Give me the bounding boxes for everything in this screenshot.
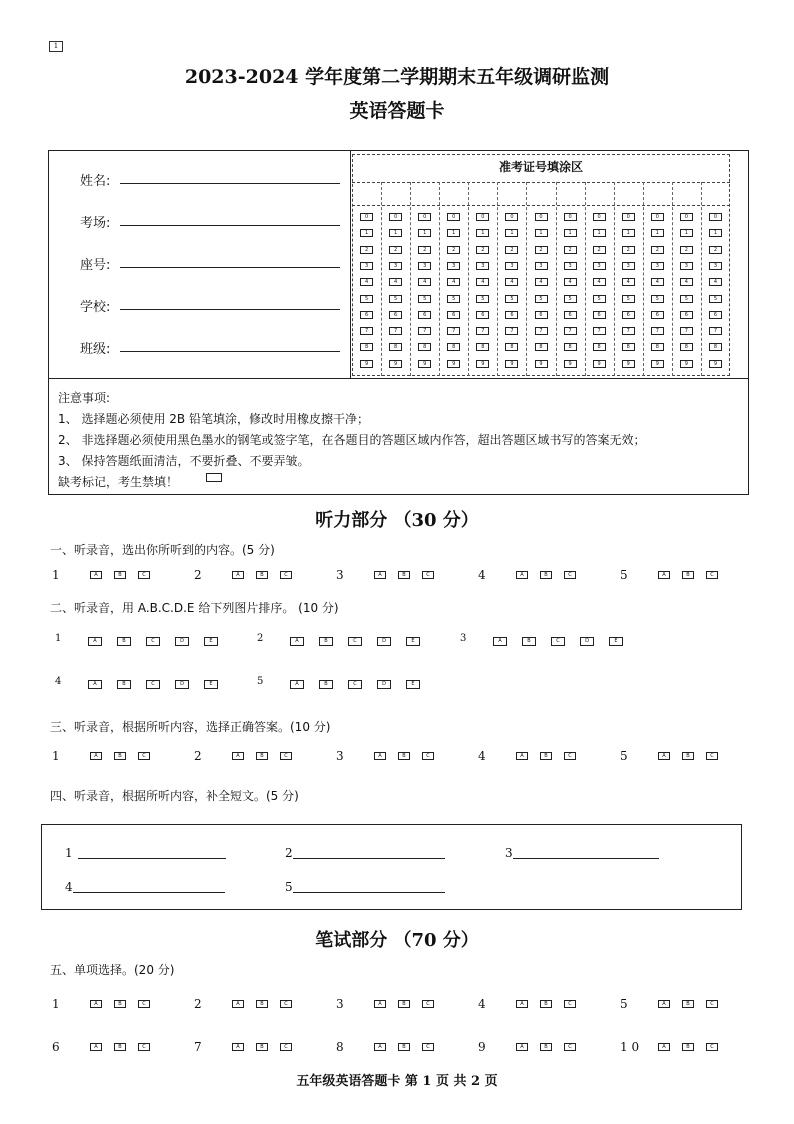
digit-bubble[interactable]: 0 (564, 213, 577, 221)
answer-option[interactable]: A (88, 680, 102, 689)
digit-bubble[interactable]: 7 (651, 327, 664, 335)
digit-bubble[interactable]: 1 (418, 229, 431, 237)
digit-bubble[interactable]: 2 (418, 246, 431, 254)
question-number: 2 (257, 633, 264, 644)
zone-column-divider (585, 182, 587, 376)
answer-option[interactable]: D (175, 637, 189, 646)
digit-bubble[interactable]: 5 (564, 295, 577, 303)
field-label: 班级: (80, 342, 111, 357)
digit-bubble[interactable]: 5 (680, 295, 693, 303)
answer-option[interactable]: B (540, 571, 552, 579)
digit-bubble[interactable]: 2 (535, 246, 548, 254)
question-number: 5 (620, 997, 628, 1011)
answer-option[interactable]: B (256, 752, 268, 760)
answer-option[interactable]: A (658, 571, 670, 579)
digit-bubble[interactable]: 4 (476, 278, 489, 286)
answer-option[interactable]: C (706, 1000, 718, 1008)
digit-bubble[interactable]: 2 (680, 246, 693, 254)
answer-blank-line[interactable] (78, 858, 226, 859)
answer-option[interactable]: C (706, 1043, 718, 1051)
answer-option[interactable]: B (117, 637, 131, 646)
digit-bubble[interactable]: 4 (709, 278, 722, 286)
answer-option[interactable]: B (682, 1000, 694, 1008)
answer-option[interactable]: A (516, 1000, 528, 1008)
page-footer: 五年级英语答题卡 第 1 页 共 2 页 (296, 1074, 498, 1089)
digit-bubble[interactable]: 7 (418, 327, 431, 335)
digit-bubble[interactable]: 6 (389, 311, 402, 319)
digit-bubble[interactable]: 0 (418, 213, 431, 221)
answer-option[interactable]: D (377, 680, 391, 689)
digit-bubble[interactable]: 8 (389, 343, 402, 351)
question-number: 4 (478, 568, 486, 582)
question-number: 1 0 (620, 1040, 640, 1054)
digit-bubble[interactable]: 0 (360, 213, 373, 221)
digit-bubble[interactable]: 1 (680, 229, 693, 237)
blank-number: 1 (65, 846, 73, 860)
digit-bubble[interactable]: 6 (593, 311, 606, 319)
field-line[interactable] (120, 183, 340, 184)
digit-bubble[interactable]: 9 (476, 360, 489, 368)
digit-bubble[interactable]: 3 (535, 262, 548, 270)
note-item: 3、 保持答题纸面清洁，不要折叠、不要弄皱。 (58, 454, 310, 468)
digit-bubble[interactable]: 8 (564, 343, 577, 351)
digit-bubble[interactable]: 7 (622, 327, 635, 335)
digit-bubble[interactable]: 8 (622, 343, 635, 351)
digit-bubble[interactable]: 6 (418, 311, 431, 319)
answer-option[interactable]: C (551, 637, 565, 646)
digit-bubble[interactable]: 9 (564, 360, 577, 368)
answer-option[interactable]: B (682, 752, 694, 760)
digit-bubble[interactable]: 5 (418, 295, 431, 303)
answer-option[interactable]: E (204, 637, 218, 646)
question-number: 2 (194, 749, 202, 763)
writing-section-title: 笔试部分 （70 分） (315, 930, 479, 951)
question-number: 9 (478, 1040, 486, 1054)
digit-bubble[interactable]: 2 (447, 246, 460, 254)
listening-section-title: 听力部分 （30 分） (315, 510, 479, 531)
digit-bubble[interactable]: 8 (651, 343, 664, 351)
digit-bubble[interactable]: 9 (447, 360, 460, 368)
answer-option[interactable]: A (232, 1043, 244, 1051)
answer-option[interactable]: A (516, 1043, 528, 1051)
answer-option[interactable]: C (706, 571, 718, 579)
answer-option[interactable]: B (256, 1043, 268, 1051)
answer-option[interactable]: C (280, 571, 292, 579)
answer-option[interactable]: A (290, 680, 304, 689)
digit-bubble[interactable]: 0 (447, 213, 460, 221)
blank-number: 2 (285, 846, 293, 860)
answer-option[interactable]: A (232, 571, 244, 579)
answer-blank-line[interactable] (293, 858, 445, 859)
answer-option[interactable]: A (90, 571, 102, 579)
digit-bubble[interactable]: 4 (360, 278, 373, 286)
digit-bubble[interactable]: 3 (564, 262, 577, 270)
question-number: 4 (55, 676, 62, 687)
answer-option[interactable]: A (90, 752, 102, 760)
digit-bubble[interactable]: 1 (505, 229, 518, 237)
answer-option[interactable]: C (348, 680, 362, 689)
digit-bubble[interactable]: 4 (593, 278, 606, 286)
answer-option[interactable]: B (540, 1000, 552, 1008)
digit-bubble[interactable]: 6 (680, 311, 693, 319)
digit-bubble[interactable]: 6 (709, 311, 722, 319)
part2-heading: 二、听录音，用 A.B.C.D.E 给下列图片排序。 (10 分) (50, 601, 339, 615)
digit-bubble[interactable]: 9 (418, 360, 431, 368)
answer-option[interactable]: A (374, 752, 386, 760)
zone-column-divider (643, 182, 645, 376)
digit-bubble[interactable]: 7 (535, 327, 548, 335)
answer-option[interactable]: B (319, 637, 333, 646)
digit-bubble[interactable]: 1 (447, 229, 460, 237)
digit-bubble[interactable]: 4 (622, 278, 635, 286)
field-label: 座号: (80, 258, 111, 273)
field-line[interactable] (120, 225, 340, 226)
digit-bubble[interactable]: 9 (680, 360, 693, 368)
answer-option[interactable]: B (540, 752, 552, 760)
answer-option[interactable]: A (88, 637, 102, 646)
answer-option[interactable]: B (114, 1000, 126, 1008)
digit-bubble[interactable]: 2 (389, 246, 402, 254)
digit-bubble[interactable]: 9 (622, 360, 635, 368)
digit-bubble[interactable]: 9 (360, 360, 373, 368)
answer-option[interactable]: A (658, 1043, 670, 1051)
digit-bubble[interactable]: 7 (476, 327, 489, 335)
answer-option[interactable]: C (706, 752, 718, 760)
digit-bubble[interactable]: 0 (680, 213, 693, 221)
answer-option[interactable]: A (374, 1043, 386, 1051)
zone-column-divider (672, 182, 674, 376)
digit-bubble[interactable]: 2 (593, 246, 606, 254)
answer-option[interactable]: C (280, 752, 292, 760)
digit-bubble[interactable]: 0 (622, 213, 635, 221)
digit-bubble[interactable]: 8 (447, 343, 460, 351)
digit-bubble[interactable]: 5 (505, 295, 518, 303)
digit-bubble[interactable]: 6 (476, 311, 489, 319)
digit-bubble[interactable]: 4 (505, 278, 518, 286)
digit-bubble[interactable]: 3 (651, 262, 664, 270)
digit-bubble[interactable]: 5 (622, 295, 635, 303)
digit-bubble[interactable]: 5 (709, 295, 722, 303)
zone-column-divider (526, 182, 528, 376)
digit-bubble[interactable]: 8 (535, 343, 548, 351)
digit-bubble[interactable]: 2 (505, 246, 518, 254)
note-item: 2、 非选择题必须使用黑色墨水的钢笔或签字笔，在各题目的答题区域内作答，超出答题区域书写的答案无效； (58, 433, 646, 447)
fill-in-box (41, 824, 742, 910)
digit-bubble[interactable]: 8 (418, 343, 431, 351)
answer-option[interactable]: C (564, 752, 576, 760)
question-number: 5 (620, 568, 628, 582)
answer-option[interactable]: B (114, 752, 126, 760)
answer-blank-line[interactable] (293, 892, 445, 893)
digit-bubble[interactable]: 1 (622, 229, 635, 237)
digit-bubble[interactable]: 8 (680, 343, 693, 351)
answer-option[interactable]: B (114, 571, 126, 579)
question-number: 5 (257, 676, 264, 687)
digit-bubble[interactable]: 0 (593, 213, 606, 221)
question-number: 1 (55, 633, 62, 644)
part4-heading: 四、听录音，根据所听内容，补全短文。(5 分) (50, 789, 299, 803)
answer-option[interactable]: C (138, 752, 150, 760)
answer-option[interactable]: B (117, 680, 131, 689)
zone-column-divider (614, 182, 616, 376)
digit-bubble[interactable]: 7 (389, 327, 402, 335)
answer-option[interactable]: D (580, 637, 594, 646)
digit-bubble[interactable]: 9 (593, 360, 606, 368)
question-number: 3 (336, 568, 344, 582)
question-number: 6 (52, 1040, 60, 1054)
digit-bubble[interactable]: 0 (476, 213, 489, 221)
blank-number: 3 (505, 846, 513, 860)
field-line[interactable] (120, 309, 340, 310)
digit-bubble[interactable]: 8 (709, 343, 722, 351)
digit-bubble[interactable]: 9 (389, 360, 402, 368)
digit-bubble[interactable]: 1 (389, 229, 402, 237)
digit-bubble[interactable]: 3 (593, 262, 606, 270)
answer-option[interactable]: B (540, 1043, 552, 1051)
answer-option[interactable]: B (114, 1043, 126, 1051)
answer-option[interactable]: C (564, 1000, 576, 1008)
digit-bubble[interactable]: 7 (447, 327, 460, 335)
zone-column-divider (381, 182, 383, 376)
digit-bubble[interactable]: 3 (476, 262, 489, 270)
digit-bubble[interactable]: 1 (535, 229, 548, 237)
digit-bubble[interactable]: 2 (360, 246, 373, 254)
zone-column-divider (701, 182, 703, 376)
digit-bubble[interactable]: 0 (651, 213, 664, 221)
digit-bubble[interactable]: 9 (535, 360, 548, 368)
field-label: 考场: (80, 216, 111, 231)
answer-option[interactable]: B (682, 571, 694, 579)
digit-bubble[interactable]: 9 (651, 360, 664, 368)
blank-number: 5 (285, 880, 293, 894)
answer-option[interactable]: A (232, 1000, 244, 1008)
field-line[interactable] (120, 267, 340, 268)
answer-option[interactable]: C (564, 571, 576, 579)
question-number: 4 (478, 749, 486, 763)
digit-bubble[interactable]: 7 (564, 327, 577, 335)
answer-option[interactable]: A (658, 1000, 670, 1008)
digit-bubble[interactable]: 4 (564, 278, 577, 286)
digit-bubble[interactable]: 4 (389, 278, 402, 286)
page-corner-mark: 1 (49, 41, 63, 52)
digit-bubble[interactable]: 5 (447, 295, 460, 303)
answer-blank-line[interactable] (513, 858, 659, 859)
digit-bubble[interactable]: 1 (709, 229, 722, 237)
digit-bubble[interactable]: 8 (360, 343, 373, 351)
digit-bubble[interactable]: 7 (505, 327, 518, 335)
absent-mark-box[interactable] (206, 473, 222, 482)
answer-option[interactable]: D (175, 680, 189, 689)
digit-bubble[interactable]: 5 (360, 295, 373, 303)
question-number: 1 (52, 749, 60, 763)
question-number: 5 (620, 749, 628, 763)
digit-bubble[interactable]: 7 (709, 327, 722, 335)
question-number: 1 (52, 997, 60, 1011)
question-number: 3 (336, 997, 344, 1011)
note-item: 1、 选择题必须使用 2B 铅笔填涂，修改时用橡皮擦干净； (58, 412, 369, 426)
digit-bubble[interactable]: 3 (622, 262, 635, 270)
digit-bubble[interactable]: 2 (709, 246, 722, 254)
answer-option[interactable]: C (146, 680, 160, 689)
field-label: 学校: (80, 300, 111, 315)
digit-bubble[interactable]: 1 (476, 229, 489, 237)
answer-option[interactable]: A (516, 571, 528, 579)
answer-option[interactable]: A (658, 752, 670, 760)
digit-bubble[interactable]: 2 (622, 246, 635, 254)
answer-option[interactable]: C (348, 637, 362, 646)
part5-heading: 五、单项选择。(20 分) (50, 963, 175, 977)
digit-bubble[interactable]: 6 (622, 311, 635, 319)
answer-option[interactable]: A (290, 637, 304, 646)
answer-option[interactable]: C (280, 1043, 292, 1051)
answer-option[interactable]: C (564, 1043, 576, 1051)
answer-option[interactable]: B (398, 1000, 410, 1008)
digit-bubble[interactable]: 3 (389, 262, 402, 270)
info-divider-horizontal (48, 378, 749, 379)
part3-heading: 三、听录音，根据所听内容，选择正确答案。(10 分) (50, 720, 331, 734)
answer-option[interactable]: B (682, 1043, 694, 1051)
zone-column-divider (439, 182, 441, 376)
digit-bubble[interactable]: 1 (564, 229, 577, 237)
answer-option[interactable]: E (609, 637, 623, 646)
field-line[interactable] (120, 351, 340, 352)
digit-bubble[interactable]: 1 (360, 229, 373, 237)
answer-option[interactable]: B (256, 1000, 268, 1008)
answer-option[interactable]: A (90, 1000, 102, 1008)
digit-bubble[interactable]: 4 (535, 278, 548, 286)
answer-option[interactable]: B (398, 571, 410, 579)
digit-bubble[interactable]: 5 (389, 295, 402, 303)
digit-bubble[interactable]: 0 (535, 213, 548, 221)
answer-option[interactable]: A (374, 1000, 386, 1008)
digit-bubble[interactable]: 7 (680, 327, 693, 335)
digit-bubble[interactable]: 3 (418, 262, 431, 270)
question-number: 3 (336, 749, 344, 763)
answer-option[interactable]: A (374, 571, 386, 579)
answer-option[interactable]: C (422, 1043, 434, 1051)
digit-bubble[interactable]: 5 (476, 295, 489, 303)
digit-bubble[interactable]: 4 (418, 278, 431, 286)
notes-heading: 注意事项: (58, 391, 111, 405)
answer-option[interactable]: A (90, 1043, 102, 1051)
digit-bubble[interactable]: 3 (447, 262, 460, 270)
digit-bubble[interactable]: 3 (709, 262, 722, 270)
question-number: 8 (336, 1040, 344, 1054)
digit-bubble[interactable]: 6 (505, 311, 518, 319)
digit-bubble[interactable]: 5 (651, 295, 664, 303)
digit-bubble[interactable]: 9 (505, 360, 518, 368)
absent-label: 缺考标记，考生禁填！ (58, 475, 179, 489)
answer-option[interactable]: C (138, 1000, 150, 1008)
question-number: 3 (460, 633, 467, 644)
question-number: 4 (478, 997, 486, 1011)
info-divider-vertical (350, 150, 351, 378)
digit-bubble[interactable]: 6 (535, 311, 548, 319)
answer-option[interactable]: C (138, 571, 150, 579)
answer-option[interactable]: A (232, 752, 244, 760)
question-number: 1 (52, 568, 60, 582)
digit-bubble[interactable]: 7 (593, 327, 606, 335)
exam-title: 2023-2024 学年度第二学期期末五年级调研监测 (184, 66, 610, 88)
digit-bubble[interactable]: 6 (447, 311, 460, 319)
zone-column-divider (410, 182, 412, 376)
digit-bubble[interactable]: 5 (593, 295, 606, 303)
digit-bubble[interactable]: 8 (476, 343, 489, 351)
digit-bubble[interactable]: 3 (680, 262, 693, 270)
part1-heading: 一、听录音，选出你所听到的内容。(5 分) (50, 543, 275, 557)
question-number: 7 (194, 1040, 202, 1054)
digit-bubble[interactable]: 8 (505, 343, 518, 351)
digit-bubble[interactable]: 0 (389, 213, 402, 221)
digit-bubble[interactable]: 4 (651, 278, 664, 286)
answer-option[interactable]: B (256, 571, 268, 579)
answer-option[interactable]: D (377, 637, 391, 646)
digit-bubble[interactable]: 6 (564, 311, 577, 319)
answer-option[interactable]: B (398, 1043, 410, 1051)
digit-bubble[interactable]: 0 (505, 213, 518, 221)
answer-option[interactable]: C (422, 1000, 434, 1008)
question-number: 2 (194, 568, 202, 582)
digit-bubble[interactable]: 4 (680, 278, 693, 286)
answer-option[interactable]: E (406, 637, 420, 646)
answer-option[interactable]: C (422, 752, 434, 760)
answer-option[interactable]: B (522, 637, 536, 646)
answer-option[interactable]: B (319, 680, 333, 689)
answer-card-title: 英语答题卡 (349, 100, 445, 122)
answer-option[interactable]: A (493, 637, 507, 646)
answer-blank-line[interactable] (73, 892, 225, 893)
answer-option[interactable]: E (406, 680, 420, 689)
field-label: 姓名: (80, 174, 111, 189)
digit-bubble[interactable]: 3 (505, 262, 518, 270)
exam-number-zone-title: 准考证号填涂区 (498, 160, 583, 174)
digit-bubble[interactable]: 9 (709, 360, 722, 368)
answer-option[interactable]: C (280, 1000, 292, 1008)
answer-option[interactable]: C (146, 637, 160, 646)
digit-bubble[interactable]: 5 (535, 295, 548, 303)
digit-bubble[interactable]: 2 (651, 246, 664, 254)
digit-bubble[interactable]: 1 (651, 229, 664, 237)
digit-bubble[interactable]: 0 (709, 213, 722, 221)
digit-bubble[interactable]: 4 (447, 278, 460, 286)
zone-column-divider (468, 182, 470, 376)
digit-bubble[interactable]: 2 (564, 246, 577, 254)
digit-bubble[interactable]: 6 (360, 311, 373, 319)
answer-option[interactable]: B (398, 752, 410, 760)
digit-bubble[interactable]: 1 (593, 229, 606, 237)
answer-option[interactable]: C (138, 1043, 150, 1051)
answer-option[interactable]: C (422, 571, 434, 579)
digit-bubble[interactable]: 2 (476, 246, 489, 254)
blank-number: 4 (65, 880, 73, 894)
question-number: 2 (194, 997, 202, 1011)
zone-column-divider (497, 182, 499, 376)
answer-option[interactable]: A (516, 752, 528, 760)
answer-option[interactable]: E (204, 680, 218, 689)
zone-column-divider (556, 182, 558, 376)
digit-bubble[interactable]: 3 (360, 262, 373, 270)
digit-bubble[interactable]: 6 (651, 311, 664, 319)
digit-bubble[interactable]: 7 (360, 327, 373, 335)
digit-bubble[interactable]: 8 (593, 343, 606, 351)
